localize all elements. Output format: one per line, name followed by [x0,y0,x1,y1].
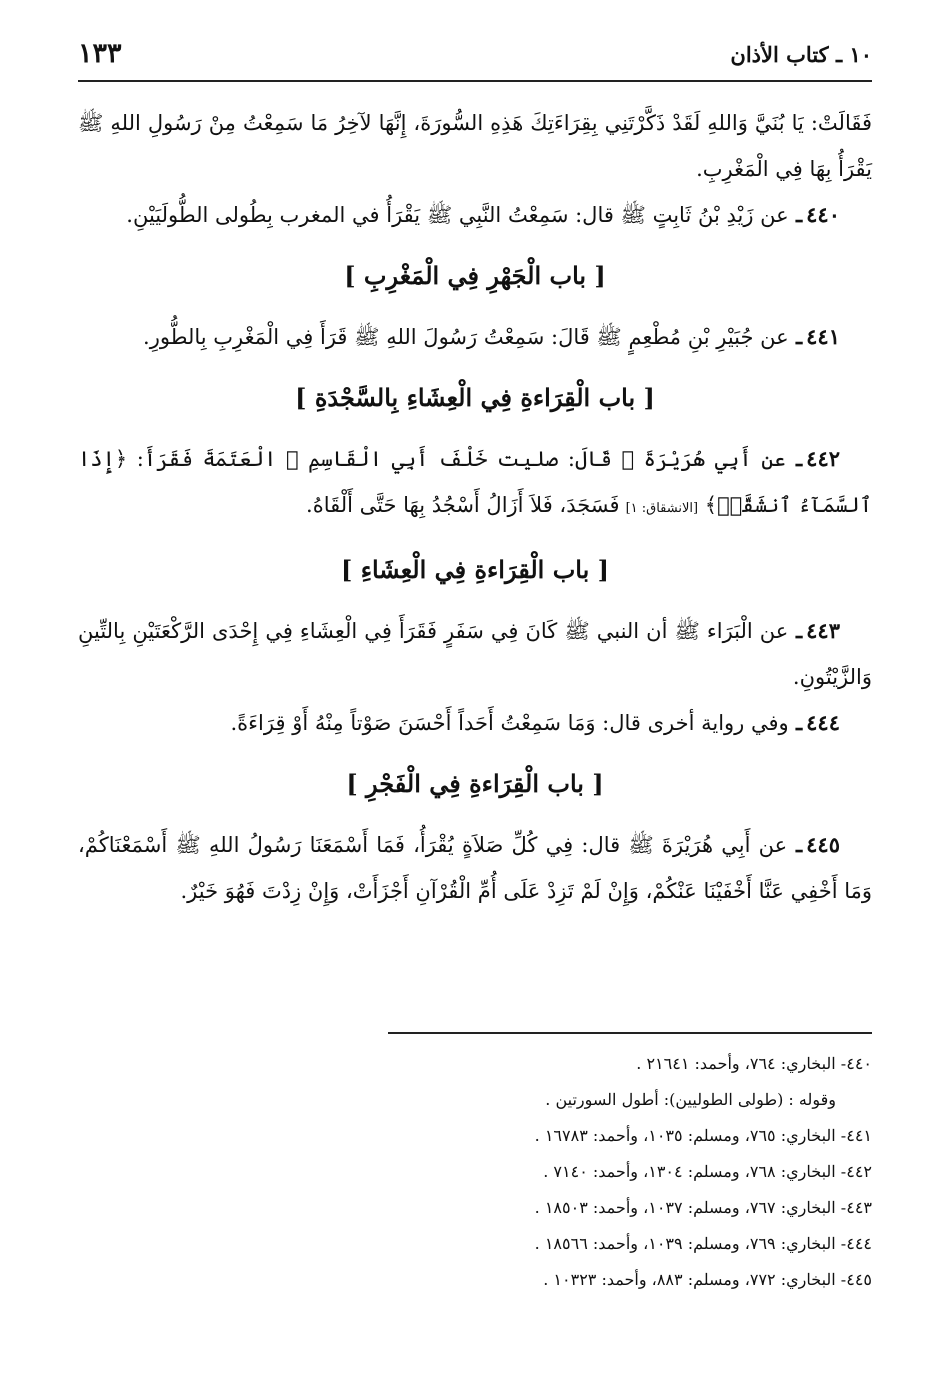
footnotes [352,1046,872,1298]
hadith-number: ٤٤٠ [806,202,840,227]
hadith-number: ٤٤١ [806,324,840,349]
footnote: ٤٤٢- البخاري: ٧٦٨، ومسلم: ١٣٠٤، وأحمد: ٧١٤٠ . [543,1162,872,1181]
quran-reference: [الانشقاق: ١] [625,501,699,516]
hadith-number: ٤٤٢ [806,446,841,471]
chapter-heading: [ باب الْقِرَاءةِ فِي الْعِشَاءِ بِالسَّجْدَةِ ] [295,383,655,412]
footnote: ٤٤٣- البخاري: ٧٦٧، ومسلم: ١٠٣٧، وأحمد: ١٨٥٠٣ . [534,1198,872,1217]
hadith-444: ٤٤٤ـ وفي رواية أخرى قال: وَمَا سَمِعْتُ أَحَداً أَحْسَنَ صَوْتاً مِنْهُ أَوْ قِرَاءَةً. [230,710,840,735]
chapter-heading: [ باب الْقِرَاءةِ فِي الْفَجْرِ ] [346,769,604,798]
hadith-442: ٤٤٢ـ عن أَبِي هُرَيْرَةَ ﷺ قَالَ: صليت خَلْفَ أَبِي الْقَاسِمِ ﷺ الْعَتَمَةَ فَقَرَأَ: ﴿إِذَا ٱلسَّمَآءُ ٱنشَقَّتۡ﴾ [الانشقاق: ١]فَسَجَدَ، فَلاَ أَزَالُ أَسْجُدُ بِهَا حَتَّى أَلْقَاهُ. [78,446,872,517]
chapter-heading: [ باب الْجَهْرِ فِي الْمَغْرِبِ ] [344,261,606,290]
hadith-number: ٤٤٤ [806,710,840,735]
hadith-440: ٤٤٠ـ عن زَيْدِ بْنُ ثَابِتٍ ﷺ قال: سَمِعْتُ النَّبِي ﷺ يَقْرَأُ في المغرب بِطُولى الطُّولَيَيْنِ. [126,202,840,227]
page-header [78,38,872,78]
hadith-text: عن الْبَرَاء ﷺ أن النبي ﷺ كَانَ فِي سَفَرٍ فَقَرَأَ فِي الْعِشَاءِ فِي إِحْدَى الرَّكْعَتَيْنِ بِالتِّينِ وَالزَّيْتُونِ. [78,619,872,689]
hadith-441: ٤٤١ـ عن جُبَيْرِ بْنِ مُطْعِمٍ ﷺ قَالَ: سَمِعْتُ رَسُولَ اللهِ ﷺ قَرَأَ فِي الْمَغْرِبِ بِالطُّورِ. [143,324,840,349]
hadith-text: عن أَبِي هُرَيْرَةَ ﷺ قَالَ: صليت خَلْفَ أَبِي الْقَاسِمِ ﷺ الْعَتَمَةَ فَقَرَأَ: ﴿إِذَا ٱلسَّمَآءُ ٱنشَقَّتۡ﴾ [78,447,872,517]
footnote-rule [388,1032,872,1034]
hadith-text: عن زَيْدِ بْنُ ثَابِتٍ ﷺ قال: سَمِعْتُ النَّبِي ﷺ يَقْرَأُ في المغرب بِطُولى الطُّولَيَيْنِ. [126,203,789,227]
footnote: ٤٤٠- البخاري: ٧٦٤، وأحمد: ٢١٦٤١ . [636,1054,872,1073]
hadith-text: عن جُبَيْرِ بْنِ مُطْعِمٍ ﷺ قَالَ: سَمِعْتُ رَسُولَ اللهِ ﷺ قَرَأَ فِي الْمَغْرِبِ بِالطُّورِ. [143,325,789,349]
footnote: ٤٤٥- البخاري: ٧٧٢، ومسلم: ٨٨٣، وأحمد: ١٠٣٢٣ . [543,1270,872,1289]
chapter-title: ١٠ ـ كتاب الأذان [730,42,872,67]
hadith-number: ٤٤٣ [806,618,840,643]
chapter-heading: [ باب الْقِرَاءةِ فِي الْعِشَاءِ ] [340,555,609,584]
continued-paragraph: فَقَالَتْ: يَا بُنَيَّ وَاللهِ لَقَدْ ذَكَّرْتَنِي بِقِرَاءَتِكَ هَذِهِ السُّورَةَ، إِنَّهَا لآخِرُ مَا سَمِعْتُ مِنْ رَسُولِ اللهِ ﷺ يَقْرَأُ بِهَا فِي الْمَغْرِبِ. [78,111,872,181]
hadith-text-continued: فَسَجَدَ، فَلاَ أَزَالُ أَسْجُدُ بِهَا حَتَّى أَلْقَاهُ. [306,493,620,517]
hadith-445: ٤٤٥ـ عن أَبِي هُرَيْرَةَ ﷺ قال: فِي كُلِّ صَلاَةٍ يُقْرَأُ، فَمَا أَسْمَعَنَا رَسُولُ اللهِ ﷺ أَسْمَعْنَاكُمْ، وَمَا أَخْفِي عَنَّا أَخْفَيْنَا عَنْكُمْ، وَإِنْ لَمْ تَزِدْ عَلَى أُمِّ الْقُرْآنِ أَجْزَأَتْ، وَإِنْ زِدْتَ فَهُوَ خَيْرٌ. [78,832,872,903]
footnote-note: وقوله : (طولى الطوليين): أطول السورتين . [545,1090,836,1109]
footnote: ٤٤٤- البخاري: ٧٦٩، ومسلم: ١٠٣٩، وأحمد: ١٨٥٦٦ . [534,1234,872,1253]
hadith-text: عن أَبِي هُرَيْرَةَ ﷺ قال: فِي كُلِّ صَلاَةٍ يُقْرَأُ، فَمَا أَسْمَعَنَا رَسُولُ اللهِ ﷺ أَسْمَعْنَاكُمْ، وَمَا أَخْفِي عَنَّا أَخْفَيْنَا عَنْكُمْ، وَإِنْ لَمْ تَزِدْ عَلَى أُمِّ الْقُرْآنِ أَجْزَأَتْ، وَإِنْ زِدْتَ فَهُوَ خَيْرٌ. [78,833,872,903]
main-text [78,100,872,914]
hadith-443: ٤٤٣ـ عن الْبَرَاء ﷺ أن النبي ﷺ كَانَ فِي سَفَرٍ فَقَرَأَ فِي الْعِشَاءِ فِي إِحْدَى الرَّكْعَتَيْنِ بِالتِّينِ وَالزَّيْتُونِ. [78,618,872,689]
hadith-text: وفي رواية أخرى قال: وَمَا سَمِعْتُ أَحَداً أَحْسَنَ صَوْتاً مِنْهُ أَوْ قِرَاءَةً. [230,711,789,735]
footnote: ٤٤١- البخاري: ٧٦٥، ومسلم: ١٠٣٥، وأحمد: ١٦٧٨٣ . [534,1126,872,1145]
page-number: ١٣٣ [78,38,122,69]
hadith-number: ٤٤٥ [806,832,840,857]
header-rule [78,80,872,82]
